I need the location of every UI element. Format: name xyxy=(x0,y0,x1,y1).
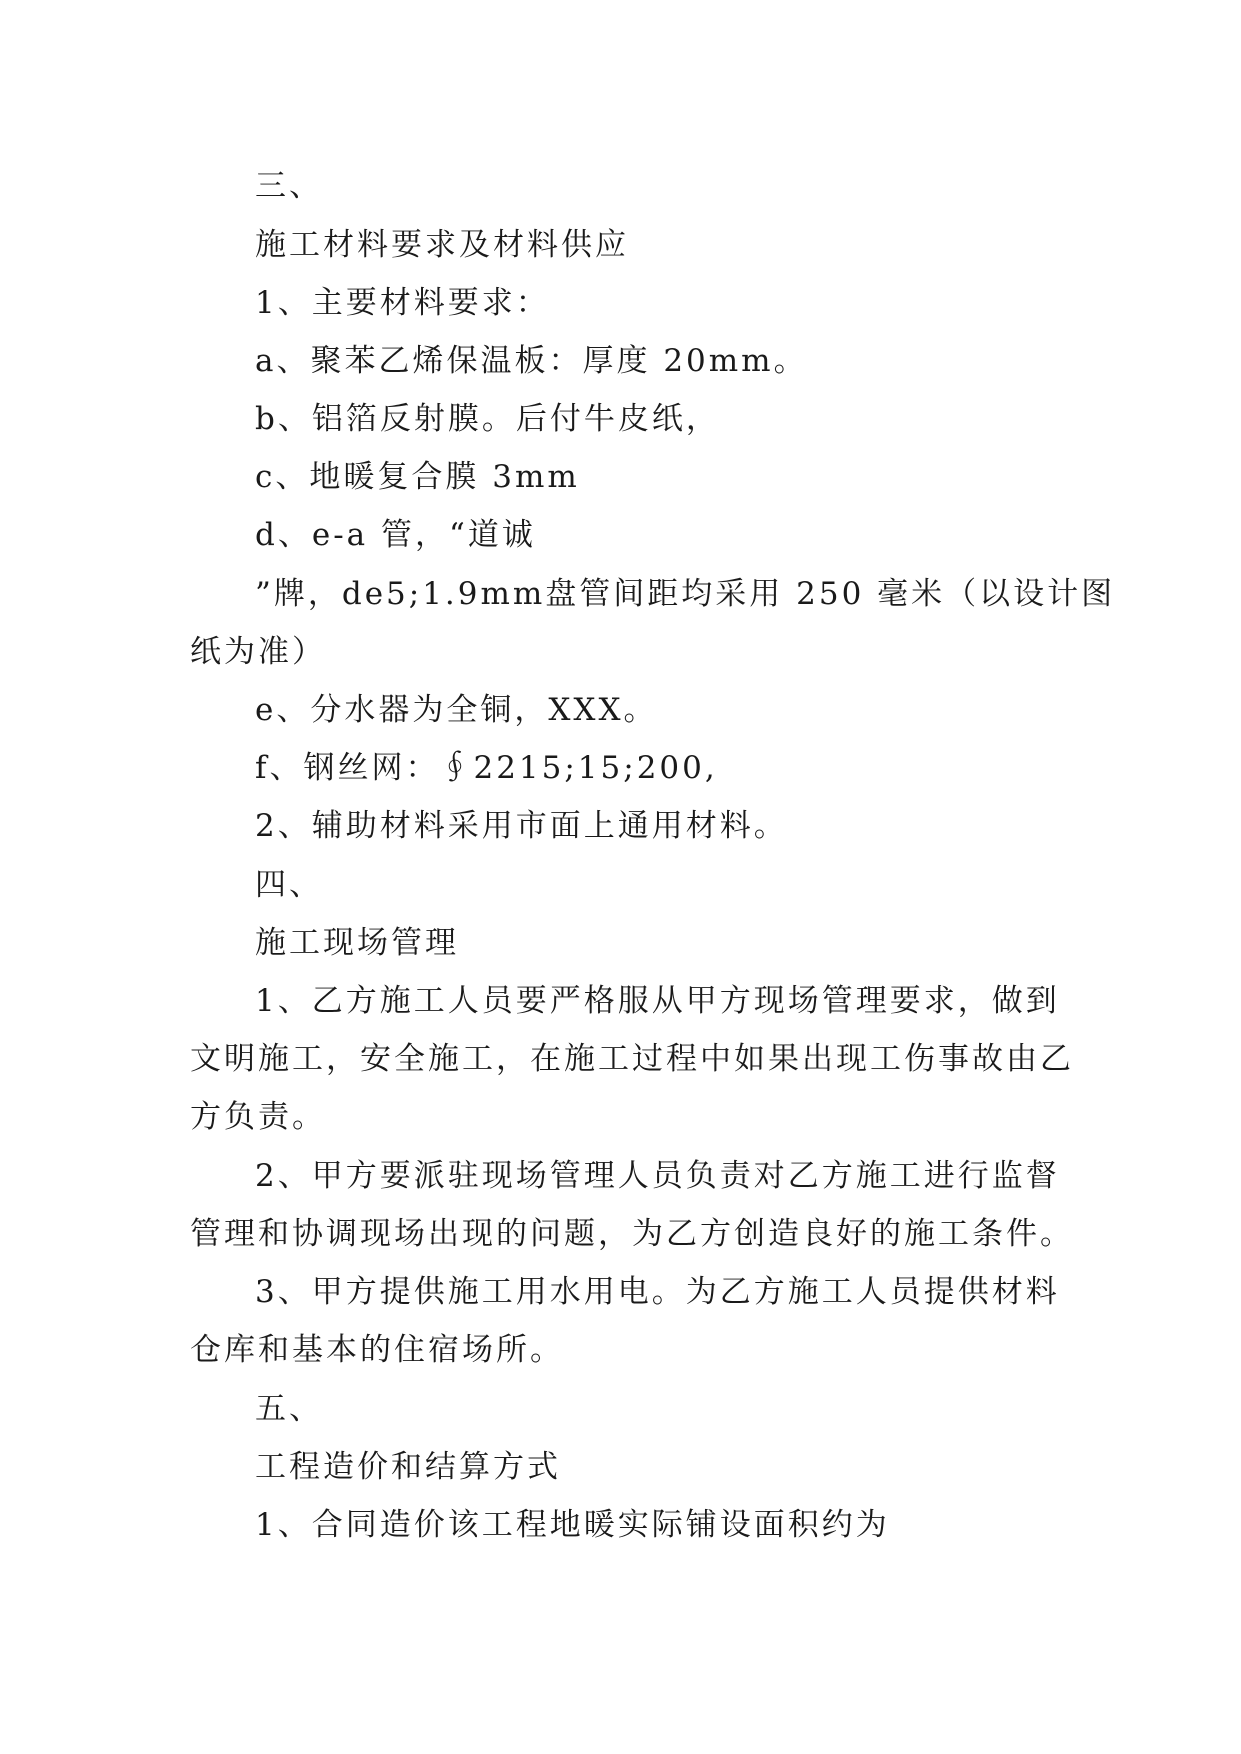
paragraph-line: 2、甲方要派驻现场管理人员负责对乙方施工进行监督 xyxy=(255,1158,1060,1194)
paragraph-line: 仓库和基本的住宿场所。 xyxy=(190,1332,564,1368)
list-item-f: f、钢丝网：∮2215;15;200, xyxy=(255,750,718,786)
section-heading-number: 三、 xyxy=(255,168,323,204)
list-item-b: b、铝箔反射膜。后付牛皮纸， xyxy=(255,401,720,437)
list-item-e: e、分水器为全铜，XXX。 xyxy=(255,692,658,728)
paragraph-line: 1、乙方施工人员要严格服从甲方现场管理要求，做到 xyxy=(255,983,1060,1019)
paragraph-line: 3、甲方提供施工用水用电。为乙方施工人员提供材料 xyxy=(255,1274,1060,1310)
paragraph-line: 纸为准） xyxy=(190,634,326,670)
paragraph-line: 文明施工，安全施工，在施工过程中如果出现工伤事故由乙 xyxy=(190,1041,1074,1077)
section-heading-title: 施工现场管理 xyxy=(255,925,459,961)
paragraph-line: ”牌，de5;1.9mm盘管间距均采用 250 毫米（以设计图 xyxy=(255,576,1116,612)
paragraph-line: 管理和协调现场出现的问题，为乙方创造良好的施工条件。 xyxy=(190,1216,1074,1252)
paragraph-line: 1、主要材料要求： xyxy=(255,285,550,321)
list-item-c: c、地暖复合膜 3mm xyxy=(255,459,580,495)
paragraph-line: 2、辅助材料采用市面上通用材料。 xyxy=(255,808,788,844)
paragraph-line: 1、合同造价该工程地暖实际铺设面积约为 xyxy=(255,1507,890,1543)
paragraph-line: 方负责。 xyxy=(190,1099,326,1135)
section-heading-title: 工程造价和结算方式 xyxy=(255,1449,561,1485)
list-item-d: d、e-a 管，“道诚 xyxy=(255,517,536,553)
section-heading-title: 施工材料要求及材料供应 xyxy=(255,227,629,263)
list-item-a: a、聚苯乙烯保温板：厚度 20mm。 xyxy=(255,343,808,379)
section-heading-number: 五、 xyxy=(255,1391,323,1427)
section-heading-number: 四、 xyxy=(255,867,323,903)
